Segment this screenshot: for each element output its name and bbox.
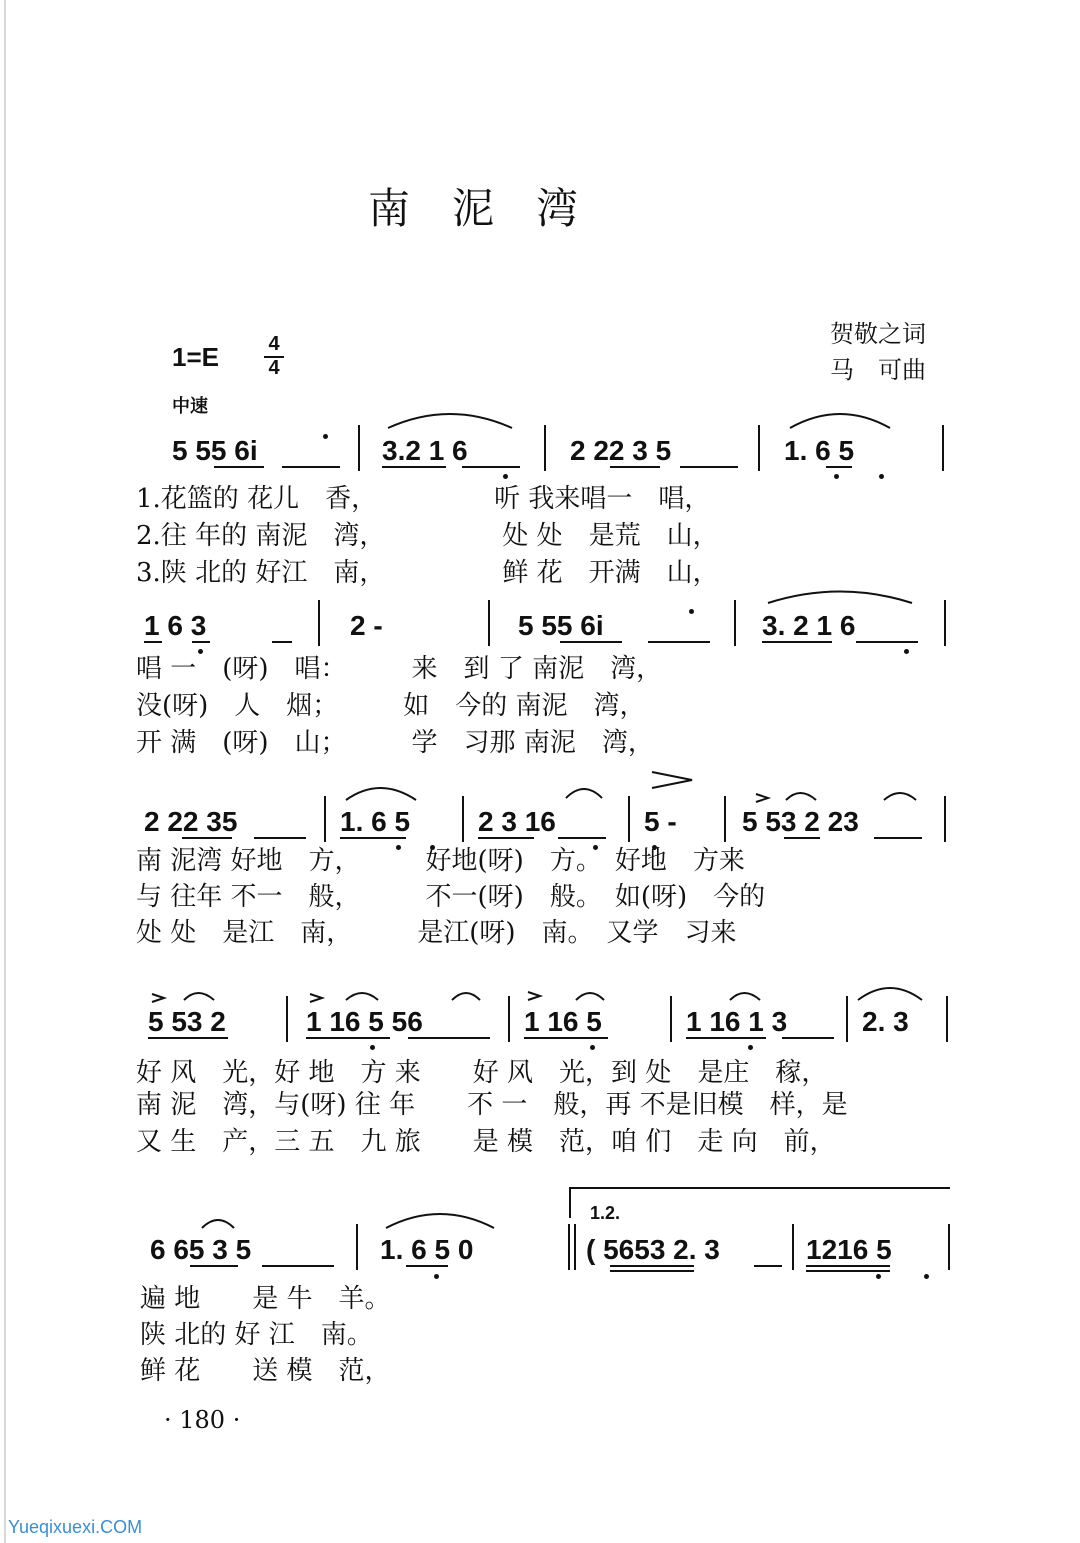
watermark: Yueqixuexi.COM [8,1517,143,1537]
measure-5-2: 1. 6 5 0 [380,1234,474,1265]
slur [184,993,214,1000]
composer-credit: 马 可曲 [830,356,926,384]
slur [858,988,922,1000]
measure-4-4: 1 16 1 3 [686,1006,788,1037]
measure-4-1: 5 53 2 [148,1006,226,1037]
measure-1-1: 5 55 6i [172,435,258,466]
slur [576,993,604,1000]
lyric-verse-2: 陕 北的 好 江 南。 [140,1320,373,1350]
accent [528,992,540,1000]
measure-1-4: 1. 6 5 [784,435,855,466]
slur [768,592,912,604]
measure-5-4: 1216 5 [806,1234,892,1265]
measure-2-2: 2 - [350,610,383,641]
lyric-verse-1: 南 泥湾 好地 方， 好地(呀) 方。 好地 方来 [136,846,745,876]
measure-3-1: 2 22 35 [144,806,238,837]
lyric-verse-2: 与 往年 不一 般， 不一(呀) 般。 如(呀) 今的 [136,882,766,912]
slur [452,993,480,1000]
slur [790,414,890,428]
volta-label: 1.2. [590,1203,621,1223]
time-signature-top: 4 [268,333,280,355]
accent [652,772,692,788]
page-number: · 180 · [164,1406,241,1434]
measure-5-1: 6 65 3 5 [150,1234,252,1265]
lyric-verse-2: 南 泥 湾，与(呀) 往 年 不 一 般，再 不是旧模 样，是 [136,1090,848,1120]
measure-3-3: 2 3 16 [478,806,556,837]
measure-3-4: 5 - [644,806,677,837]
lyric-verse-3: 处 处 是江 南， 是江(呀) 南。 又学 习来 [136,918,737,948]
measure-1-2: 3.2 1 6 [382,435,468,466]
lyricist-credit: 贺敬之词 [830,320,926,348]
accent [152,994,164,1002]
lyric-verse-3: 3.陕 北的 好江 南， 鲜 花 开满 山， [136,558,719,588]
measure-2-3: 5 55 6i [518,610,604,641]
measure-2-4: 3. 2 1 6 [762,610,856,641]
measure-4-3: 1 16 5 [524,1006,602,1037]
measure-3-2: 1. 6 5 [340,806,411,837]
measure-2-1: 1 6 3 [144,610,207,641]
slur [346,993,378,1000]
measure-5-3: ( 5653 2. 3 [586,1234,720,1265]
slur [386,1214,494,1228]
slur [346,788,416,800]
lyric-verse-2: 2.往 年的 南泥 湾， 处 处 是荒 山， [136,521,719,551]
slur [786,793,816,800]
accent [310,994,322,1002]
slur [566,789,602,798]
lyric-verse-3: 又 生 产，三 五 九 旅 是 模 范，咱 们 走 向 前， [136,1127,836,1157]
key-signature: 1=E [172,342,219,372]
slur [202,1220,234,1228]
measure-3-5: 5 53 2 23 [742,806,859,837]
lyric-verse-1: 唱 一 (呀) 唱： 来 到 了 南泥 湾， [136,654,663,684]
slur [730,993,760,1000]
page-title: 南 泥 湾 [368,184,579,233]
volta-bracket [570,1188,950,1218]
slur [388,414,512,428]
measure-1-3: 2 22 3 5 [570,435,672,466]
lyric-verse-1: 好 风 光，好 地 方 来 好 风 光，到 处 是庄 稼， [136,1058,828,1088]
tempo-marking: 中速 [172,396,208,417]
slur [884,793,916,800]
lyric-verse-2: 没(呀) 人 烟； 如 今的 南泥 湾， [136,691,646,721]
measure-4-2: 1 16 5 56 [306,1006,423,1037]
lyric-verse-3: 开 满 (呀) 山； 学 习那 南泥 湾， [136,728,654,758]
measure-4-5: 2. 3 [862,1006,909,1037]
accent [756,794,768,802]
lyric-verse-3: 鲜 花 送 模 范， [140,1356,391,1386]
lyric-verse-1: 遍 地 是 牛 羊。 [140,1284,391,1314]
time-signature-bottom: 4 [268,357,280,379]
lyric-verse-1: 1.花篮的 花儿 香， 听 我来唱一 唱， [136,484,711,514]
